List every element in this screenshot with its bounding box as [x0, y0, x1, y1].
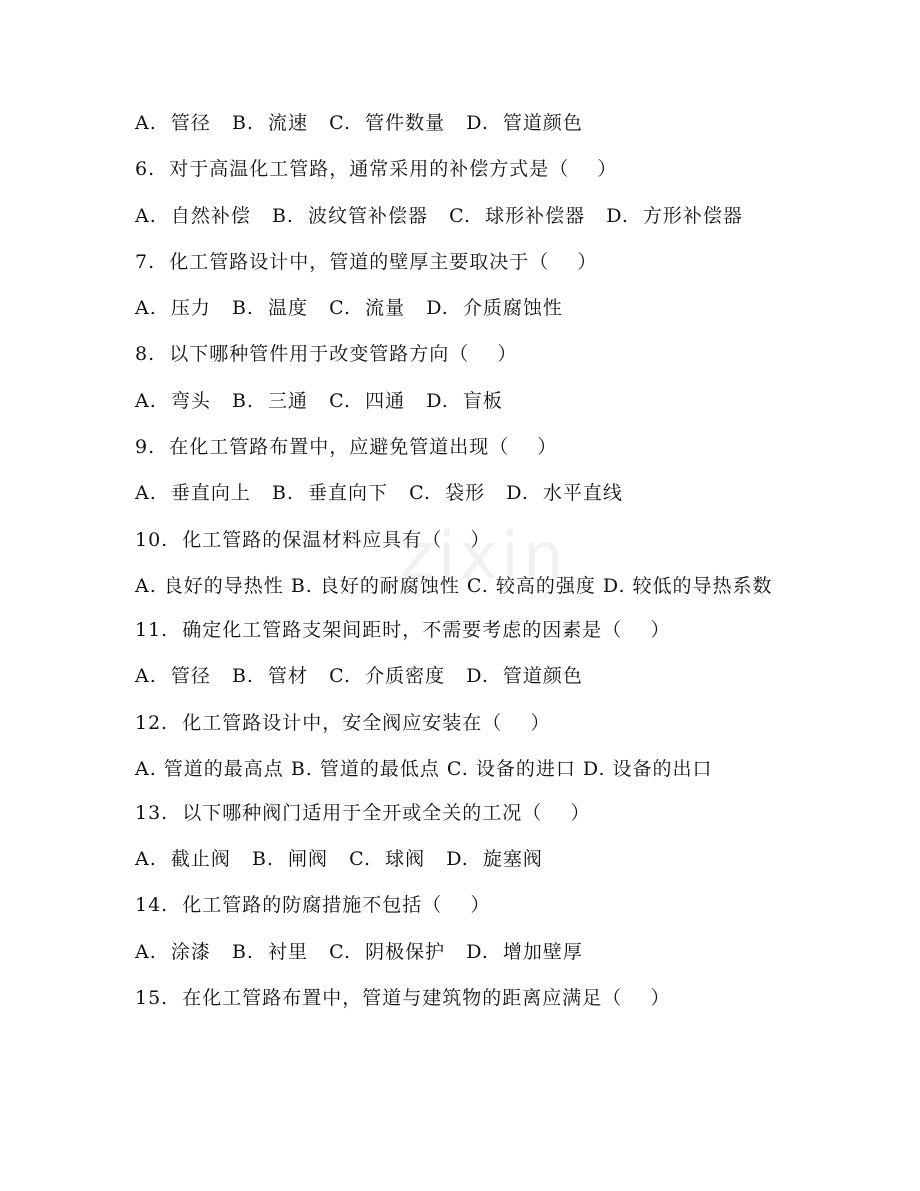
question-10: 10. 化工管路的保温材料应具有（ ）: [135, 528, 491, 551]
watermark: zixin: [400, 520, 568, 594]
options-7: A. 压力 B. 温度 C. 流量 D. 介质腐蚀性: [135, 297, 563, 320]
question-6: 6. 对于高温化工管路，通常采用的补偿方式是（ ）: [135, 158, 618, 181]
options-14: A. 涂漆 B. 衬里 C. 阴极保护 D. 增加壁厚: [135, 940, 583, 963]
options-8: A. 弯头 B. 三通 C. 四通 D. 盲板: [135, 389, 503, 412]
question-14: 14. 化工管路的防腐措施不包括（ ）: [135, 894, 491, 917]
question-15: 15. 在化工管路布置中，管道与建筑物的距离应满足（ ）: [135, 987, 671, 1010]
question-list: [135, 108, 775, 1029]
question-8: 8. 以下哪种管件用于改变管路方向（ ）: [135, 343, 518, 366]
options-10: A. 良好的导热性 B. 良好的耐腐蚀性 C. 较高的强度 D. 较低的导热系数: [135, 574, 773, 597]
options-12: A. 管道的最高点 B. 管道的最低点 C. 设备的进口 D. 设备的出口: [135, 757, 713, 780]
options-11: A. 管径 B. 管材 C. 介质密度 D. 管道颜色: [135, 665, 583, 688]
question-13: 13. 以下哪种阀门适用于全开或全关的工况（ ）: [135, 801, 591, 824]
question-7: 7. 化工管路设计中，管道的壁厚主要取决于（ ）: [135, 250, 598, 273]
options-6: A. 自然补偿 B. 波纹管补偿器 C. 球形补偿器 D. 方形补偿器: [135, 204, 743, 227]
options-9: A. 垂直向上 B. 垂直向下 C. 袋形 D. 水平直线: [135, 482, 623, 505]
options-13: A. 截止阀 B. 闸阀 C. 球阀 D. 旋塞阀: [135, 848, 543, 871]
question-11: 11. 确定化工管路支架间距时，不需要考虑的因素是（ ）: [135, 618, 671, 641]
question-9: 9. 在化工管路布置中，应避免管道出现（ ）: [135, 436, 558, 459]
options-5: A. 管径 B. 流速 C. 管件数量 D. 管道颜色: [135, 112, 583, 134]
question-12: 12. 化工管路设计中，安全阀应安装在（ ）: [135, 711, 551, 734]
